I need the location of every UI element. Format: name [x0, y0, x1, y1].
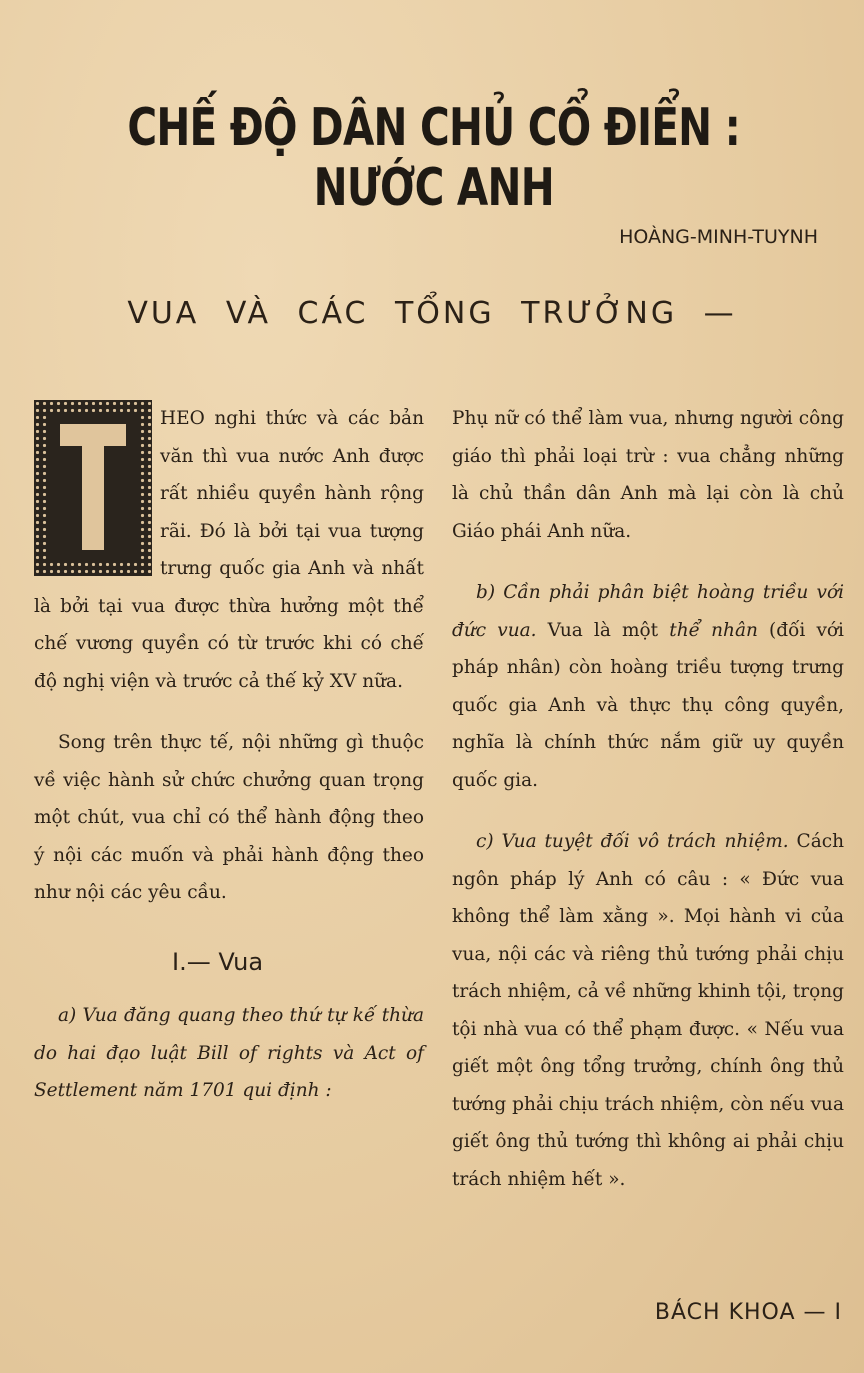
point-b-heading: b) Cần phải phân biệt hoàng triều với đức vua.: [452, 582, 844, 641]
article-title: CHẾ ĐỘ DÂN CHỦ CỔ ĐIỂN : NƯỚC ANH: [127, 98, 741, 218]
paragraph-responsibility: [452, 823, 844, 1198]
right-column: [452, 400, 844, 1198]
section-title: VUA VÀ CÁC TỔNG TRƯỞNG —: [127, 296, 737, 331]
point-c-heading: c) Vua tuyệt đối vô trách nhiệm.: [476, 831, 789, 852]
paragraph-practice: Song trên thực tế, nội những gì thuộc về việc hành sử chức chưởng quan trọng một chút, vua chỉ có thể hành động theo ý nội các muốn và phải hành động theo như nội các yêu cầu.: [34, 732, 424, 903]
paragraph-intro-text: HEO nghi thức và các bản văn thì vua nước Anh được rất nhiều quyền hành rộng rãi. Đó là bởi tại vua tượng trưng quốc gia Anh và nhất là bởi tại vua được thừa hưởng một thể chế vương quyền có từ trước khi có chế độ nghị viện và trước cả thế kỷ XV nữa.: [34, 408, 424, 692]
subsection-heading: I.— Vua: [172, 947, 264, 976]
point-b-text-1: Vua là một: [536, 619, 670, 641]
page-footer: BÁCH KHOA — I: [654, 1300, 842, 1325]
left-column: [34, 400, 424, 1110]
point-b-term: thể nhân: [669, 619, 758, 641]
paragraph-distinction: [452, 574, 844, 799]
point-b-text-2: (đối với pháp nhân) còn hoàng triều tượng trưng quốc gia Anh và thực thụ công quyền, nghĩa là chính thức nắm giữ uy quyền quốc gia.: [452, 619, 844, 791]
author-name: HOÀNG-MINH-TUYNH: [619, 226, 818, 248]
paragraph-women: Phụ nữ có thể làm vua, nhưng người công giáo thì phải loại trừ : vua chẳng những là chủ thần dân Anh mà lại còn là chủ Giáo phái Anh nữa.: [452, 408, 844, 542]
paragraph-succession: a) Vua đăng quang theo thứ tự kế thừa do hai đạo luật Bill of rights và Act of Settlement năm 1701 qui định :: [34, 1005, 424, 1101]
paragraph-intro: [34, 400, 424, 700]
dropcap-t-icon: [34, 400, 152, 576]
point-c-text: Cách ngôn pháp lý Anh có câu : « Đức vua không thể làm xằng ». Mọi hành vi của vua, nội các và riêng thủ tướng phải chịu trách nhiệm, cả về những khinh tội, trọng tội nhà vua có thể phạm được. « Nếu vua giết một ông tổng trưởng, chính ông thủ tướng phải chịu trách nhiệm, còn nếu vua giết ông thủ tướng thì không ai phải chịu trách nhiệm hết ».: [452, 831, 845, 1190]
